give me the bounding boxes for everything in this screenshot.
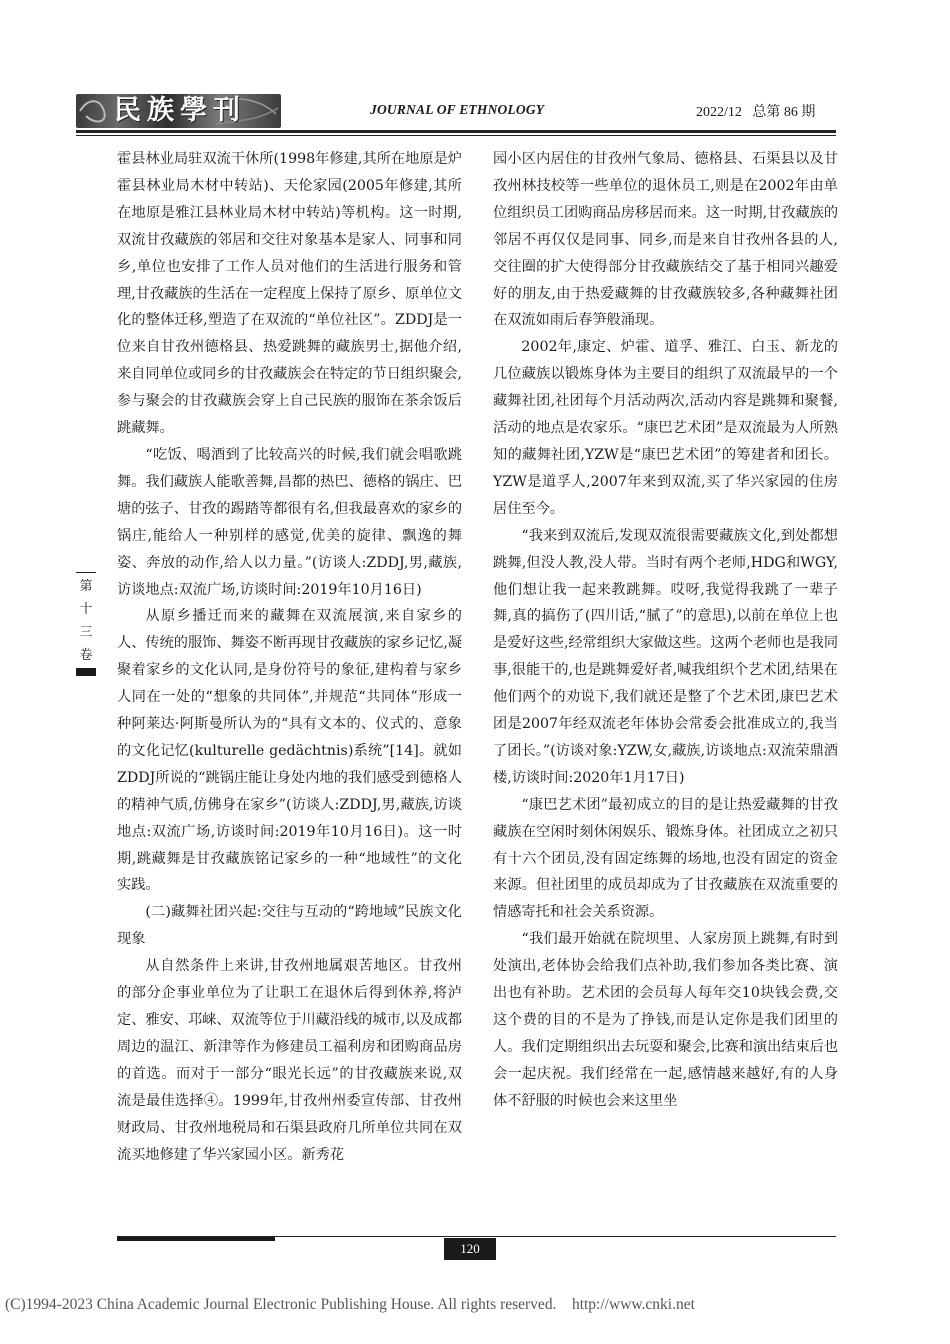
paragraph: 从原乡播迁而来的藏舞在双流展演,来自家乡的人、传统的服饰、舞姿不断再现甘孜藏族的家乡记忆,凝聚着家乡的文化认同,是身份符号的象征,建构着与家乡人同在一处的“想象的共同体”,并规范“共同体”形成一种阿莱达·阿斯曼所认为的“具有文本的、仪式的、意象的文化记忆(kulturelle gedächtnis)系统”[14]。就如ZDDJ所说的“跳锅庄能让身处内地的我们感受到德格人的精神气质,仿佛身在家乡”(访谈人:ZDDJ,男,藏族,访谈地点:双流广场,访谈时间:2019年10月16日)。这一时期,跳藏舞是甘孜藏族铭记家乡的一种“地域性”的文化实践。: [117, 608, 463, 894]
logo-text: 民族學刊: [114, 95, 246, 126]
side-label-char: 三: [79, 625, 93, 640]
left-column: [117, 146, 462, 1168]
side-label-char: 十: [79, 602, 93, 617]
section-heading: (二)藏舞社团兴起:交往与互动的“跨地域”民族文化现象: [117, 904, 462, 948]
paragraph: “我们最开始就在院坝里、人家房顶上跳舞,有时到处演出,老体协会给我们点补助,我们参加各类比赛、演出也有补助。艺术团的会员每人每年交10块钱会费,交这个费的目的不是为了挣钱,而是认定你是我们团里的人。我们定期组织出去玩耍和聚会,比赛和演出结束后也会一起庆祝。我们经常在一起,感情越来越好,有的人身体不舒服的时候也会来这里坐: [493, 931, 839, 1109]
paragraph: 从自然条件上来讲,甘孜州地属艰苦地区。甘孜州的部分企事业单位为了让职工在退休后得到休养,将泸定、雅安、邛崃、双流等位于川藏沿线的城市,以及成都周边的温江、新津等作为修建员工福利房和团购商品房的首选。而对于一部分“眼光长远”的甘孜藏族来说,双流是最佳选择④。1999年,甘孜州州委宣传部、甘孜州财政局、甘孜州地税局和石渠县政府几所单位共同在双流买地修建了华兴家园小区。新秀花: [117, 958, 463, 1163]
footer-bar: [117, 1237, 275, 1241]
right-column: [493, 146, 838, 1115]
paragraph: 园小区内居住的甘孜州气象局、德格县、石渠县以及甘孜州林技校等一些单位的退休员工,则是在2002年由单位组织员工团购商品房移居而来。这一时期,甘孜藏族的邻居不再仅仅是同事、同乡,而是来自甘孜州各县的人,交往圈的扩大使得部分甘孜藏族结交了基于相同兴趣爱好的朋友,由于热爱藏舞的甘孜藏族较多,各种藏舞社团在双流如雨后春笋般涌现。: [493, 151, 839, 329]
paragraph: “我来到双流后,发现双流很需要藏族文化,到处都想跳舞,但没人教,没人带。当时有两个老师,HDG和WGY,他们想让我一起来教跳舞。哎呀,我觉得我跳了一辈子舞,真的搞伤了(四川话,“腻了”的意思),以前在单位上也是爱好这些,经常组织大家做这些。这两个老师也是我同事,很能干的,也是跳舞爱好者,喊我组织个艺术团,结果在他们两个的劝说下,我们就还是整了个艺术团,康巴艺术团是2007年经双流老年体协会常委会批准成立的,我当了团长。”(访谈对象:YZW,女,藏族,访谈地点:双流荣鼎酒楼,访谈时间:2020年1月17日): [493, 527, 839, 786]
copyright-notice: (C)1994-2023 China Academic Journal Electronic Publishing House. All rights reserved. http://www.cnki.net: [5, 1296, 695, 1313]
side-label-rule: [76, 572, 96, 573]
header-rule-thin: [76, 135, 836, 136]
side-label-char: 卷: [79, 648, 93, 663]
paragraph: 霍县林业局驻双流干休所(1998年修建,其所在地原是炉霍县林业局木材中转站)、天伦家园(2005年修建,其所在地原是雅江县林业局木材中转站)等机构。这一时期,双流甘孜藏族的邻居和交往对象基本是家人、同事和同乡,单位也安排了工作人员对他们的生活进行服务和管理,甘孜藏族的生活在一定程度上保持了原乡、原单位文化的整体迁移,塑造了在双流的“单位社区”。ZDDJ是一位来自甘孜州德格县、热爱跳舞的藏族男士,据他介绍,来自同单位或同乡的甘孜藏族会在特定的节日组织聚会,参与聚会的甘孜藏族会穿上自己民族的服饰在茶余饭后跳藏舞。: [117, 151, 463, 437]
page-header: [76, 90, 836, 132]
side-label-char: 第: [79, 579, 93, 594]
header-rule: [76, 130, 836, 133]
page-number: 120: [444, 1238, 496, 1260]
paragraph: 2002年,康定、炉霍、道孚、雅江、白玉、新龙的几位藏族以锻炼身体为主要目的组织了双流最早的一个藏舞社团,社团每个月活动两次,活动内容是跳舞和聚餐,活动的地点是农家乐。“康巴艺术团”是双流最为人所熟知的藏舞社团,YZW是“康巴艺术团”的筹建者和团长。YZW是道孚人,2007年来到双流,买了华兴家园的住房居住至今。: [493, 339, 838, 517]
issue-info: 2022/12 总第 86 期: [696, 105, 816, 120]
paragraph: “康巴艺术团”最初成立的目的是让热爱藏舞的甘孜藏族在空闲时刻休闲娱乐、锻炼身体。社团成立之初只有十六个团员,没有固定练舞的场地,也没有固定的资金来源。但社团里的成员却成为了甘孜藏族在双流重要的情感寄托和社会关系资源。: [493, 796, 838, 921]
paragraph: “吃饭、喝酒到了比较高兴的时候,我们就会唱歌跳舞。我们藏族人能歌善舞,昌都的热巴、德格的锅庄、巴塘的弦子、甘孜的踢踏等都很有名,但我最喜欢的家乡的锅庄,能给人一种别样的感觉,优美的旋律、飘逸的舞姿、奔放的动作,给人以力量。”(访谈人:ZDDJ,男,藏族,访谈地点:双流广场,访谈时间:2019年10月16日): [117, 446, 463, 598]
volume-side-label: [78, 575, 94, 667]
journal-logo: [76, 94, 281, 128]
journal-english-title: JOURNAL OF ETHNOLOGY: [370, 102, 545, 117]
side-label-block: [76, 668, 96, 676]
